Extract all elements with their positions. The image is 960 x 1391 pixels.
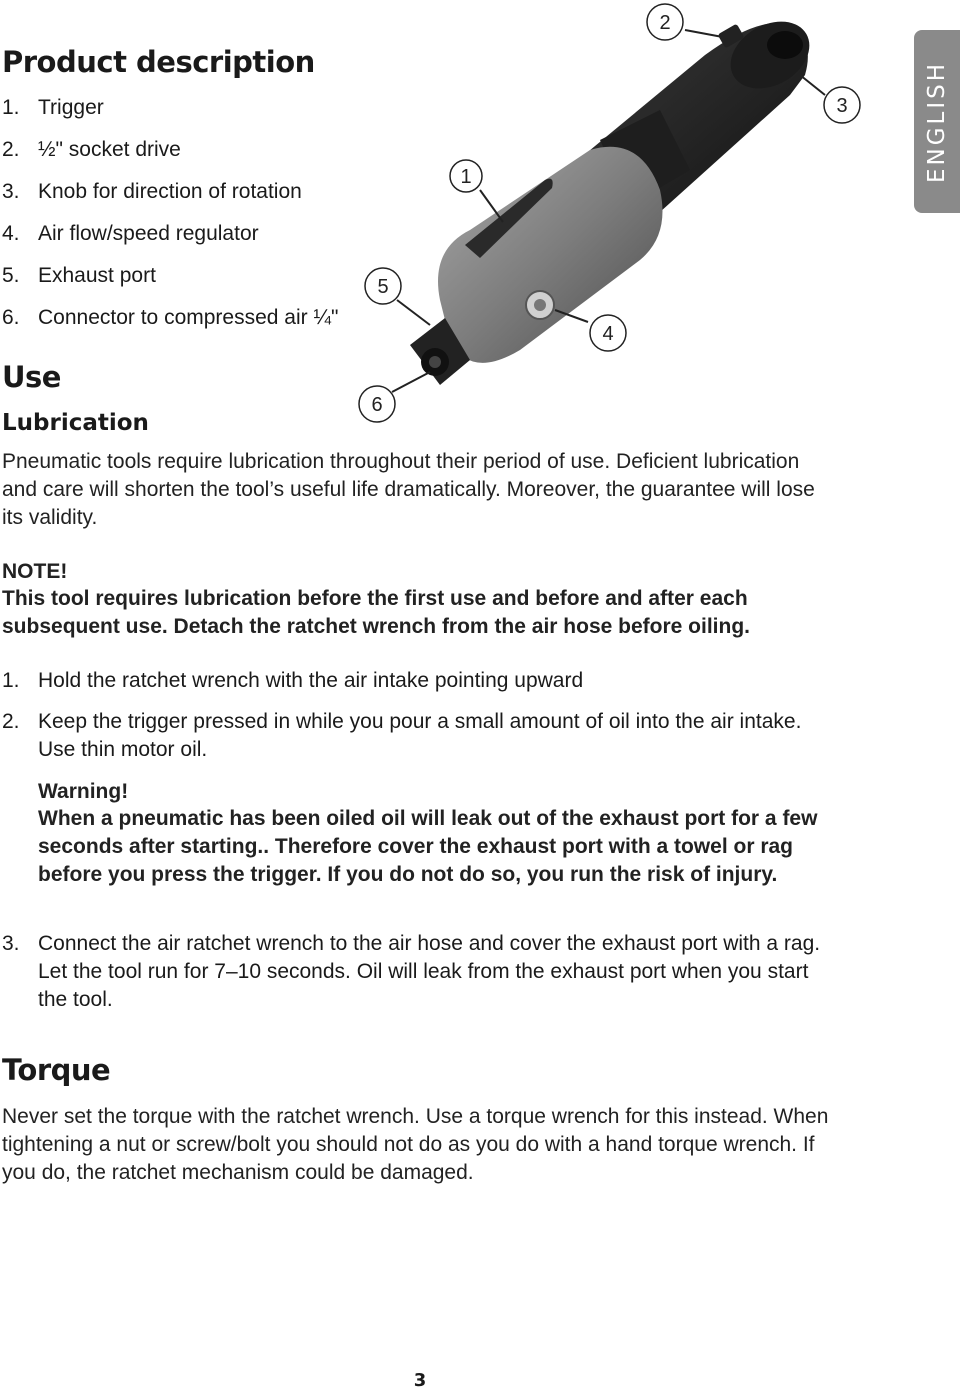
svg-text:6: 6 [371, 394, 383, 416]
parts-list-item: 3. Knob for direction of rotation [2, 180, 302, 203]
parts-list-item: 2. ½" socket drive [2, 138, 181, 161]
callout-3 [824, 87, 860, 123]
step-1: 1. Hold the ratchet wrench with the air intake pointing upward [2, 669, 584, 692]
step-2: 2. Keep the trigger pressed in while you pour a small amount of oil into the air intake. Use thin motor oil. [2, 710, 802, 761]
torque-title: Torque [2, 1053, 111, 1087]
svg-text:3: 3 [836, 95, 848, 117]
parts-list-item: 5. Exhaust port [2, 264, 156, 287]
page-number: 3 [413, 1370, 427, 1391]
language-tab-label: ENGLISH [924, 60, 950, 183]
parts-list-item: 1. Trigger [2, 96, 104, 119]
warning-label: Warning! [38, 780, 129, 803]
parts-list-item: 4. Air flow/speed regulator [2, 222, 259, 245]
callout-2 [647, 4, 683, 40]
language-tab [914, 30, 960, 213]
lubrication-intro: Pneumatic tools require lubrication throughout their period of use. Deficient lubrication and care will shorten the tool’s useful life dramatically. Moreover, the guarantee will lose its validity. [2, 450, 815, 529]
svg-text:5: 5 [377, 276, 389, 298]
step-3: 3. Connect the air ratchet wrench to the air hose and cover the exhaust port with a rag. Let the tool run for 7–10 seconds. Oil will leak from the exhaust port when you start the tool. [2, 932, 821, 1011]
callout-4 [590, 315, 626, 351]
svg-text:4: 4 [602, 323, 614, 345]
use-title: Use [2, 360, 61, 394]
torque-text: Never set the torque with the ratchet wrench. Use a torque wrench for this instead. When tightening a nut or screw/bolt you should not do as you do with a hand torque wrench. If you do, the ratchet mechanism could be damaged. [2, 1105, 829, 1184]
parts-list-item: 6. Connector to compressed air ¼" [2, 306, 339, 329]
callout-1 [450, 160, 482, 192]
note-label: NOTE! [2, 560, 68, 583]
svg-text:1: 1 [460, 166, 472, 188]
callout-6 [359, 386, 395, 422]
note-text: This tool requires lubrication before the first use and before and after each subsequent use. Detach the ratchet wrench from the air hose before oiling. [2, 587, 750, 638]
warning-text: When a pneumatic has been oiled oil will leak out of the exhaust port for a few seconds after starting.. Therefore cover the exhaust port with a towel or rag before you press the trigger. If you do not do so, you run the risk of injury. [38, 807, 818, 886]
lubrication-title: Lubrication [2, 410, 149, 436]
ratchet-wrench-illustration [0, 0, 910, 440]
callout-5 [365, 268, 401, 304]
svg-text:2: 2 [659, 12, 671, 34]
product-description-title: Product description [2, 45, 315, 79]
